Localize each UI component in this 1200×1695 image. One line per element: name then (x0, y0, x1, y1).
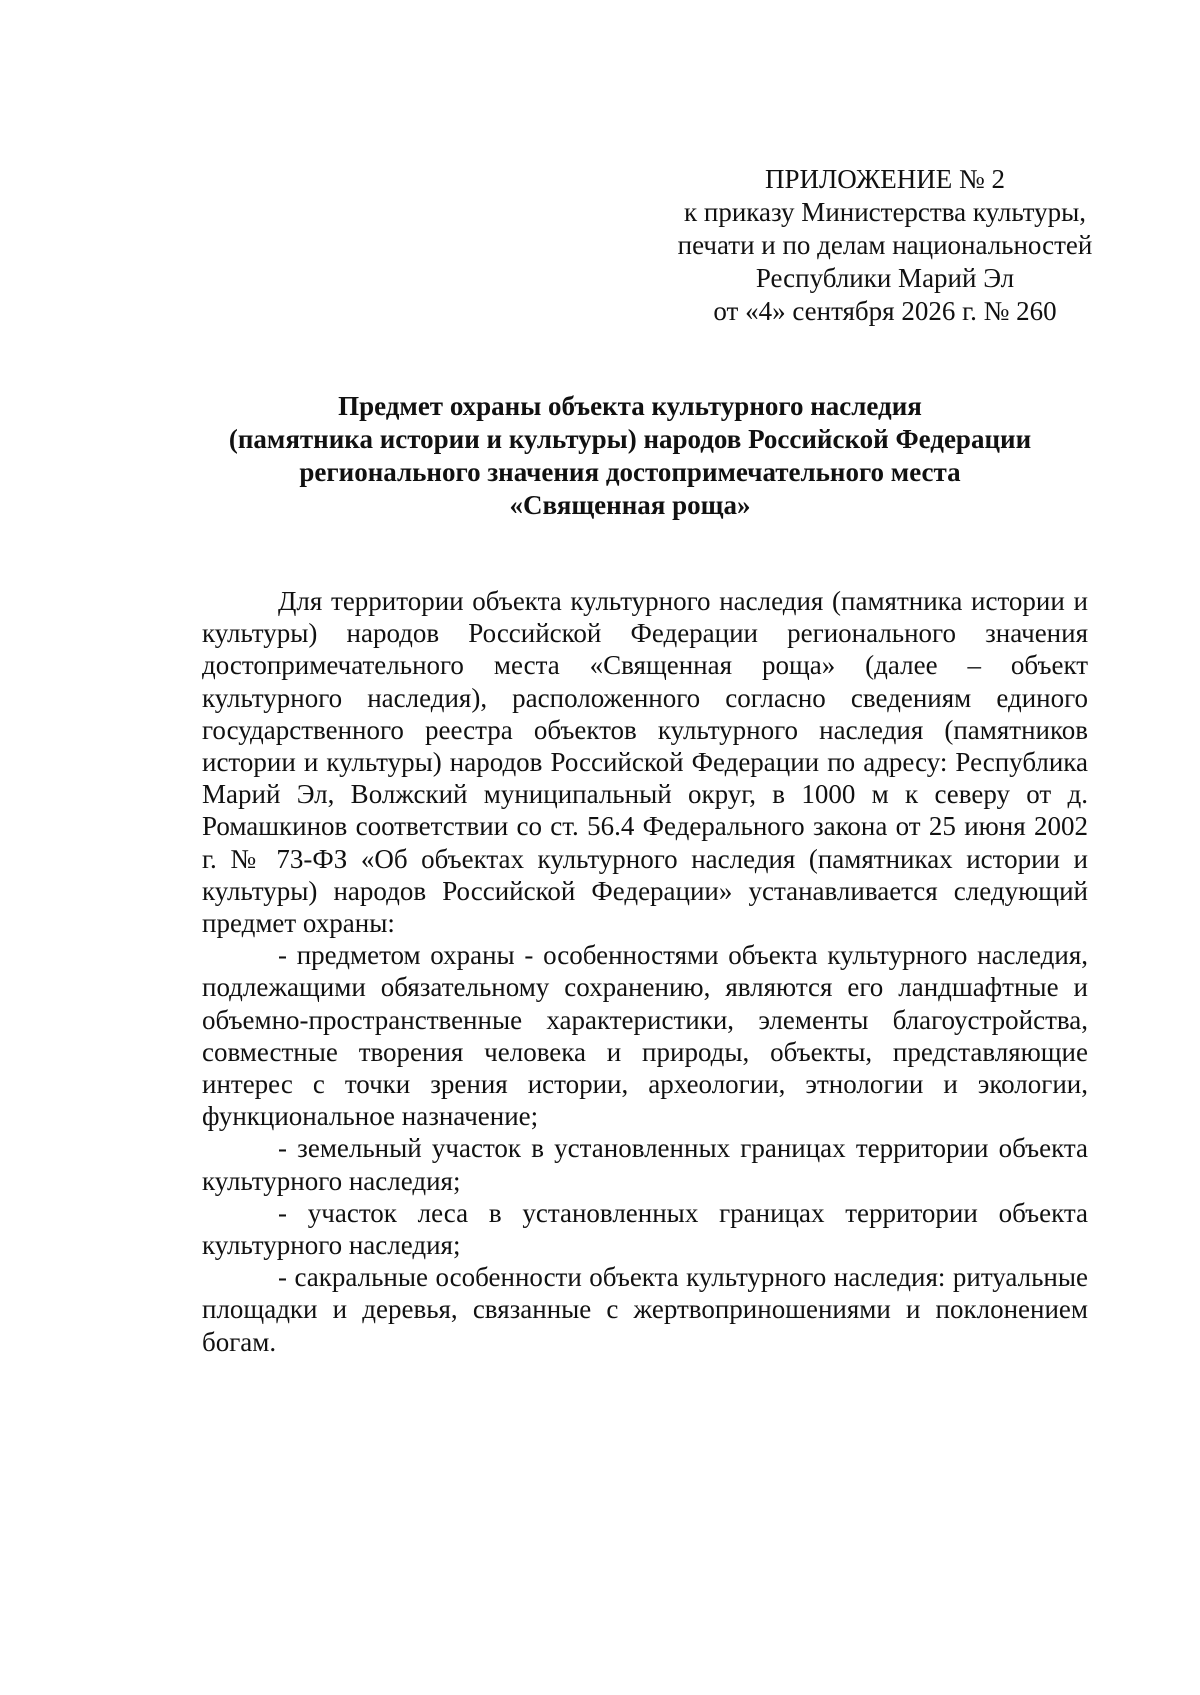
list-item: - земельный участок в установленных границах территории объекта культурного наследия; (202, 1133, 1088, 1196)
appendix-header (650, 163, 1120, 328)
list-item: - участок леса в установленных границах территории объекта культурного наследия; (202, 1197, 1088, 1261)
document-body (202, 585, 1088, 1358)
title-line-4: «Священная роща» (509, 490, 751, 520)
title-line-3: регионального значения достопримечательного места (299, 457, 961, 487)
appendix-number: ПРИЛОЖЕНИЕ № 2 (764, 164, 1006, 194)
appendix-ministry: печати и по делам национальностей (677, 230, 1093, 260)
title-line-1: Предмет охраны объекта культурного наследия (338, 391, 922, 421)
document-title (180, 390, 1080, 522)
list-item: - предметом охраны - особенностями объекта культурного наследия, подлежащими обязательному сохранению, являются его ландшафтные и объемно-пространственные характеристики, элементы благоустройства, совместные творения человека и природы, объекты, представляющие интерес с точки зрения истории, археологии, этнологии и экологии, функциональное назначение; (202, 940, 1088, 1132)
title-line-2: (памятника истории и культуры) народов Российской Федерации (228, 424, 1032, 454)
appendix-order-ref: к приказу Министерства культуры, (684, 197, 1086, 227)
intro-paragraph: Для территории объекта культурного наследия (памятника истории и культуры) народов Российской Федерации регионального значения достопримечательного места «Священная роща» (далее – объект культурного наследия), расположенного согласно сведениям единого государственного реестра объектов культурного наследия (памятников истории и культуры) народов Российской Федерации по адресу: Республика Марий Эл, Волжский муниципальный округ, в 1000 м к северу от д. Ромашкинов соответствии со ст. 56.4 Федерального закона от 25 июня 2002 г. № 73-ФЗ «Об объектах культурного наследия (памятниках истории и культуры) народов Российской Федерации» устанавливается следующий предмет охраны: (202, 586, 1088, 939)
appendix-date: от «4» сентября 2026 г. № 260 (713, 296, 1057, 326)
appendix-republic: Республики Марий Эл (755, 263, 1015, 293)
list-item: - сакральные особенности объекта культурного наследия: ритуальные площадки и деревья, связанные с жертвоприношениями и поклонением богам. (202, 1262, 1088, 1357)
